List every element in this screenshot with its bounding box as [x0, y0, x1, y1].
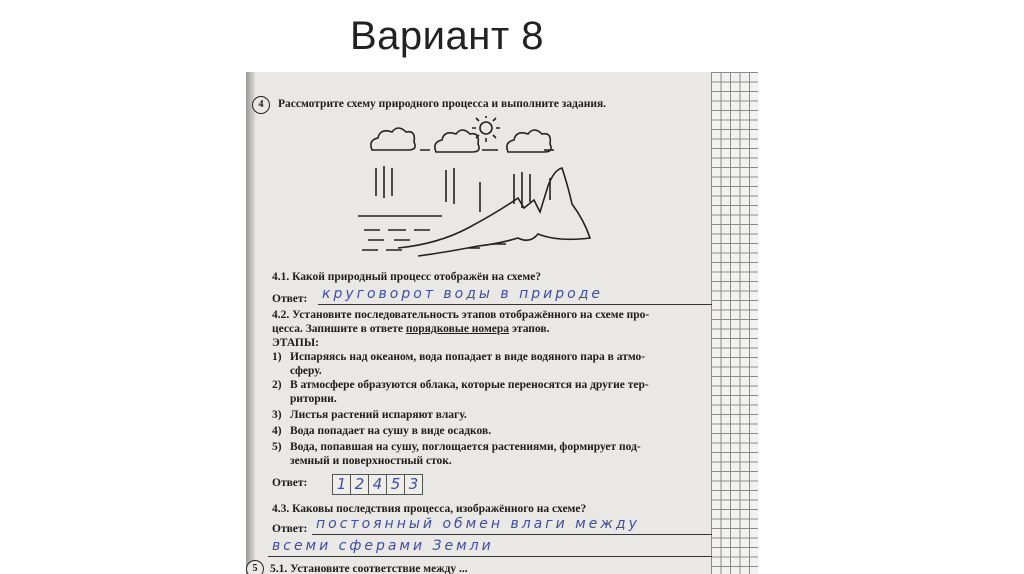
answer-label: Ответ:: [272, 523, 308, 535]
stage-number: 2): [272, 379, 282, 391]
grid-paper-margin: [711, 72, 758, 574]
task-number-badge: 4: [252, 96, 270, 114]
answer-digit-box: 4: [368, 474, 387, 495]
worksheet-scan: [246, 72, 758, 574]
cloud-icon: [371, 128, 415, 150]
answer-digit-box: 2: [350, 474, 369, 495]
stage-text: В атмосфере образуются облака, которые переносятся на другие тер-: [290, 379, 649, 391]
stage-text: Испаряясь над океаном, вода попадает в виде водяного пара в атмо-: [290, 351, 646, 363]
answer-label: Ответ:: [272, 477, 308, 489]
stage-text: Вода, попавшая на сушу, поглощается растениями, формирует под-: [290, 441, 641, 453]
question-4-1: 4.1. Какой природный процесс отображён на схеме?: [272, 271, 542, 283]
stage-text: Листья растений испаряют влагу.: [290, 409, 467, 421]
stage-text: сферу.: [290, 365, 322, 377]
water-cycle-diagram: [358, 116, 598, 266]
stage-number: 5): [272, 441, 282, 453]
cloud-icon: [435, 130, 479, 152]
stage-text: Вода попадает на сушу в виде осадков.: [290, 425, 492, 437]
handwritten-answer-4-3-line1: постоянный обмен влаги между: [316, 516, 640, 532]
answer-digit-box: 3: [404, 474, 423, 495]
question-4-2-line2: цесса. Запишите в ответе порядковые номера этапов.: [272, 323, 550, 335]
answer-line: [318, 304, 712, 305]
answer-line: [268, 556, 712, 557]
question-4-2-line1: 4.2. Установите последовательность этапов отображённого на схеме про-: [272, 309, 650, 321]
handwritten-answer-4-3-line2: всеми сферами Земли: [272, 538, 494, 554]
stage-text: ритории.: [290, 393, 337, 405]
stage-number: 3): [272, 409, 282, 421]
answer-boxes: [332, 474, 422, 495]
stages-heading: ЭТАПЫ:: [272, 337, 319, 349]
slide-title: Вариант 8: [350, 14, 545, 58]
question-4-3: 4.3. Каковы последствия процесса, изображённого на схеме?: [272, 503, 587, 515]
answer-digit-box: 5: [386, 474, 405, 495]
task-5-text: 5.1. Установите соответствие между ...: [270, 563, 468, 574]
answer-line: [312, 534, 712, 535]
page-binding-shadow: [246, 72, 255, 574]
task-intro: Рассмотрите схему природного процесса и выполните задания.: [278, 98, 607, 110]
stage-number: 1): [272, 351, 282, 363]
stage-text: земный и поверхностный сток.: [290, 455, 452, 467]
cloud-icon: [507, 130, 551, 152]
stage-number: 4): [272, 425, 282, 437]
underlined-phrase: порядковые номера: [405, 323, 510, 335]
sun-icon: [472, 116, 500, 142]
handwritten-answer-4-1: круговорот воды в природе: [322, 286, 604, 302]
answer-digit-box: 1: [332, 474, 351, 495]
answer-label: Ответ:: [272, 293, 308, 305]
task-number-badge: 5: [246, 560, 264, 574]
